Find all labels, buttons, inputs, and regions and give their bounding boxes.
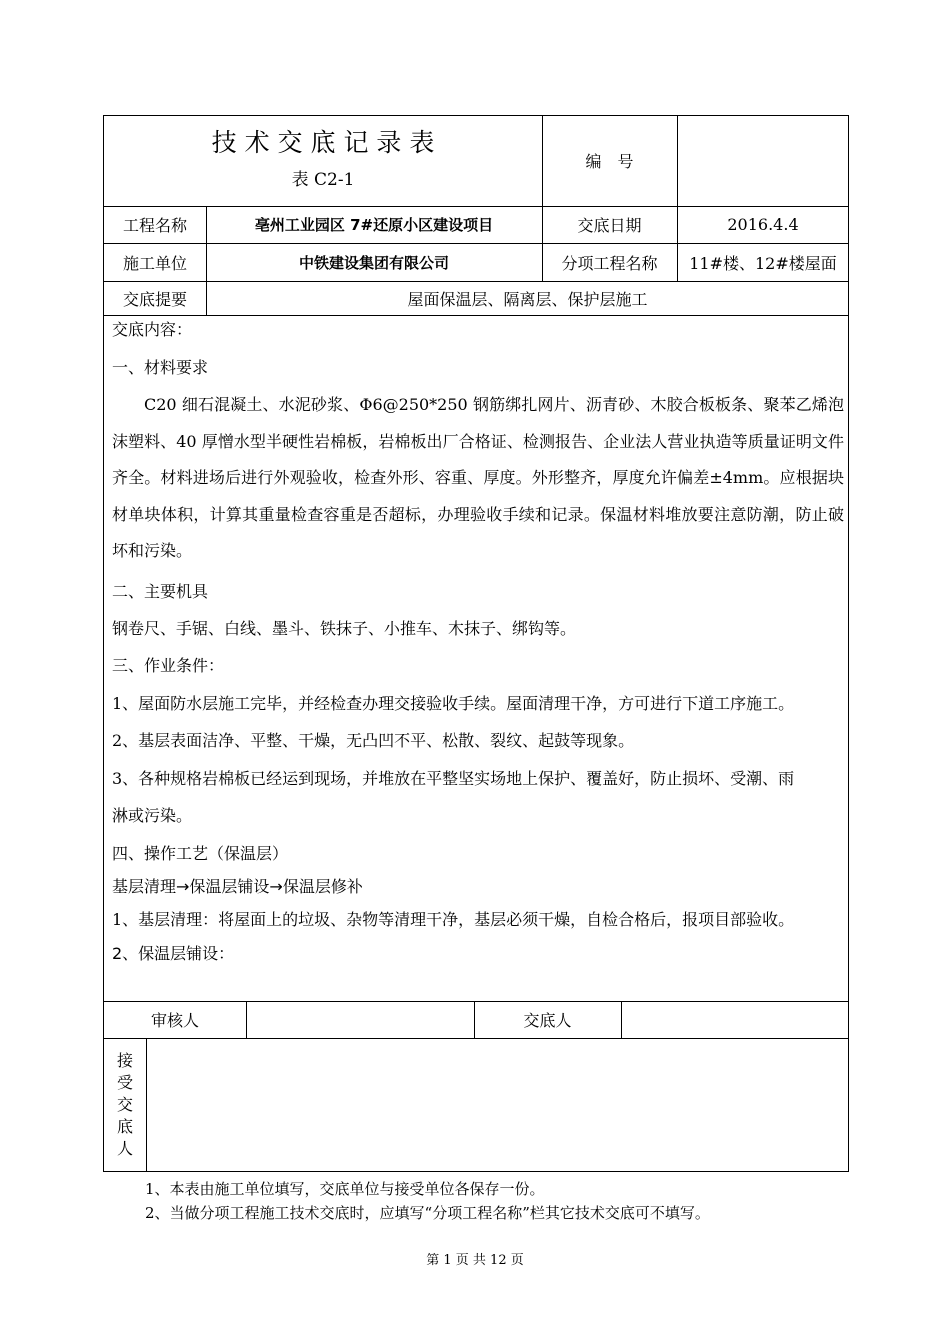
receiver-signature-area[interactable] (147, 1039, 848, 1171)
section-conditions-title: 三、作业条件： (112, 656, 225, 675)
section-tools-body: 钢卷尺、手锯、白线、墨斗、铁抹子、小推车、木抹子、绑钩等。 (112, 619, 577, 638)
section-materials-title: 一、材料要求 (112, 358, 209, 377)
section-tools-title: 二、主要机具 (112, 582, 209, 601)
contractor-value[interactable]: 中铁建设集团有限公司 (298, 253, 449, 272)
form-code: 表 C2-1 (291, 169, 355, 190)
receiver-char: 接 (116, 1051, 133, 1070)
project-name-label: 工程名称 (122, 216, 187, 235)
project-name-value[interactable]: 亳州工业园区 7#还原小区建设项目 (254, 216, 494, 234)
process-item-1: 1、基层清理：将屋面上的垃圾、杂物等清理干净，基层必须干燥，自检合格后，报项目部验收。 (112, 910, 795, 929)
date-value[interactable]: 2016.4.4 (727, 215, 799, 234)
page-number: 第 1 页 共 12 页 (426, 1253, 524, 1268)
conditions-item-1: 1、屋面防水层施工完毕，并经检查办理交接验收手续。屋面清理干净，方可进行下道工序施工。 (112, 694, 795, 713)
summary-label: 交底提要 (122, 289, 187, 309)
section-process-title: 四、操作工艺（保温层） (112, 844, 289, 863)
receiver-label (104, 1050, 146, 1160)
note-2: 2、当做分项工程施工技术交底时，应填写“分项工程名称”栏其它技术交底可不填写。 (145, 1204, 710, 1222)
receiver-char: 受 (116, 1073, 133, 1092)
receiver-char: 交 (116, 1095, 133, 1114)
presenter-label: 交底人 (523, 1011, 572, 1030)
conditions-item-3b: 淋或污染。 (112, 806, 193, 825)
conditions-item-2: 2、基层表面洁净、平整、干燥，无凸凹不平、松散、裂纹、起鼓等现象。 (112, 731, 635, 750)
number-label: 编 号 (585, 152, 634, 171)
form-title: 技 术 交 底 记 录 表 (211, 128, 435, 157)
conditions-item-3a: 3、各种规格岩棉板已经运到现场，并堆放在平整坚实场地上保护、覆盖好，防止损坏、受潮、雨 (112, 769, 795, 788)
contractor-label: 施工单位 (122, 253, 187, 273)
presenter-value[interactable] (621, 1001, 849, 1038)
reviewer-value[interactable] (246, 1001, 474, 1038)
subitem-value[interactable]: 11#楼、12#楼屋面 (689, 253, 837, 273)
process-flow: 基层清理→保温层铺设→保温层修补 (112, 877, 363, 896)
content-heading: 交底内容： (112, 320, 193, 339)
reviewer-label: 审核人 (150, 1011, 199, 1030)
number-value[interactable] (677, 115, 849, 206)
receiver-char: 人 (116, 1139, 133, 1158)
receiver-char: 底 (116, 1117, 133, 1136)
process-item-2: 2、保温层铺设： (112, 944, 235, 963)
subitem-label: 分项工程名称 (561, 253, 658, 273)
summary-value[interactable]: 屋面保温层、隔离层、保护层施工 (407, 289, 648, 309)
date-label: 交底日期 (577, 216, 642, 235)
section-materials-body: C20 细石混凝土、水泥砂浆、Φ6@250*250 钢筋绑扎网片、沥青砂、木胶合板板条、聚苯乙烯泡沫塑料、40 厚憎水型半硬性岩棉板，岩棉板出厂合格证、检测报告、企业法人营业执造等质量证明文件齐全。材料进场后进行外观验收，检查外形、容重、厚度。外形整齐，厚度允许偏差±4mm。应根据块材单块体积，计算其重量检查容重是否超标，办理验收手续和记录。保温材料堆放要注意防潮，防止破坏和污染。 (112, 395, 844, 560)
note-1: 1、本表由施工单位填写，交底单位与接受单位各保存一份。 (145, 1180, 545, 1198)
